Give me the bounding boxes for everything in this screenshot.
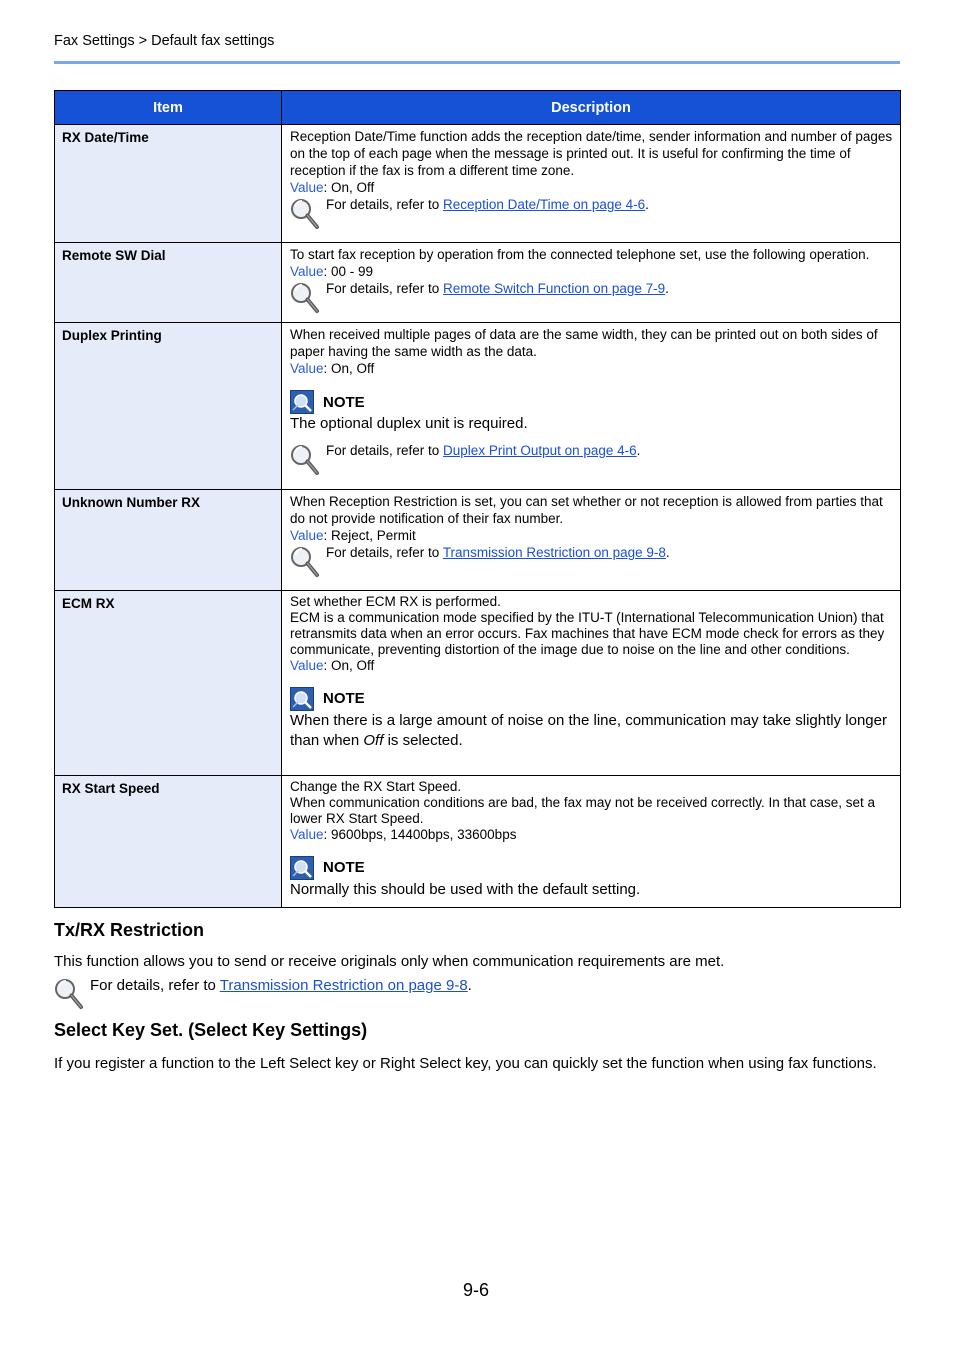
value-line: [290, 263, 893, 280]
value-line: [290, 827, 893, 843]
description-text: Reception Date/Time function adds the reception date/time, sender information and number of pages on the top of each page when the message is printed out. It is useful for confirming the time of reception if the fax is from a different time zone.: [290, 129, 893, 178]
description-text: ECM is a communication mode specified by the ITU-T (International Telecommunication Union) that retransmits data when an error occurs. Fax machines that have ECM mode check for errors as they communicate, preventing distortion of the image due to noise on the line and other conditions.: [290, 610, 885, 657]
reference-prefix: For details, refer to: [90, 977, 220, 994]
note-text-emphasis: Off: [363, 732, 384, 749]
page-number: 9-6: [463, 1280, 490, 1300]
note-icon: [290, 687, 314, 711]
note-title: NOTE: [323, 859, 365, 876]
value-line: [290, 179, 893, 196]
section-heading: Select Key Set. (Select Key Settings): [54, 1020, 368, 1040]
description-text: When communication conditions are bad, the fax may not be received correctly. In that case, set a lower RX Start Speed.: [290, 795, 876, 826]
value-text: : On, Off: [323, 658, 375, 673]
description-text: When received multiple pages of data are the same width, they can be printed out on both sides of paper having the same width as the data.: [290, 327, 878, 359]
value-text: : 9600bps, 14400bps, 33600bps: [323, 827, 517, 842]
table-row: [55, 490, 901, 591]
table-row: [55, 776, 901, 908]
item-name: Duplex Printing: [55, 323, 282, 490]
reference: [290, 196, 893, 230]
value-label: Value: [290, 827, 324, 842]
value-label: Value: [290, 528, 324, 543]
note-text: The optional duplex unit is required.: [290, 415, 528, 432]
description-text: To start fax reception by operation from the connected telephone set, use the following operation.: [290, 247, 870, 262]
description-line: Change the RX Start Speed.: [290, 779, 462, 794]
description-text: When Reception Restriction is set, you can set whether or not reception is allowed from parties that do not provide notification of their fax number.: [290, 494, 883, 526]
note-icon: [290, 856, 314, 880]
breadcrumb: Fax Settings > Default fax settings: [54, 33, 275, 49]
reference-link[interactable]: Transmission Restriction on page 9-8: [442, 545, 666, 560]
item-name: Unknown Number RX: [55, 490, 282, 591]
column-header-description: Description: [282, 91, 901, 125]
magnifier-icon: [289, 281, 321, 315]
note-text-after: is selected.: [383, 732, 463, 749]
item-description: [282, 490, 901, 591]
reference-link[interactable]: Reception Date/Time on page 4-6: [443, 197, 646, 212]
value-line: [290, 658, 893, 674]
magnifier-icon: [289, 443, 321, 477]
value-text: : 00 - 99: [323, 264, 374, 279]
item-description: [282, 125, 901, 243]
note-title: NOTE: [323, 393, 365, 411]
txrx-section: [54, 920, 900, 1010]
item-description: [282, 591, 901, 776]
reference-link[interactable]: Transmission Restriction on page 9-8: [219, 977, 468, 994]
value-label: Value: [290, 264, 324, 279]
note-text-before: When there is a large amount of noise on the line, communication may take slightly longer than when: [290, 712, 887, 749]
item-name: ECM RX: [55, 591, 282, 776]
value-text: : On, Off: [323, 180, 375, 195]
item-name: Remote SW Dial: [55, 243, 282, 323]
reference: [290, 544, 893, 578]
table-row: [55, 591, 901, 776]
table-row: [55, 323, 901, 490]
reference-prefix: For details, refer to: [326, 281, 444, 296]
column-header-item: Item: [55, 91, 282, 125]
section-body: This function allows you to send or receive originals only when communication requirements are met.: [54, 953, 725, 970]
note-text: [290, 711, 893, 751]
note-icon: [290, 390, 314, 414]
value-label: Value: [290, 361, 324, 376]
value-label: Value: [290, 180, 324, 195]
item-name: RX Start Speed: [55, 776, 282, 908]
table-row: [55, 125, 901, 243]
section-body: If you register a function to the Left Select key or Right Select key, you can quickly set the function when using fax functions.: [54, 1055, 877, 1072]
settings-table: [54, 90, 901, 908]
magnifier-icon: [53, 977, 85, 1011]
reference-prefix: For details, refer to: [326, 545, 443, 560]
note-title: NOTE: [323, 690, 365, 707]
header-rule: [54, 61, 900, 64]
magnifier-icon: [289, 545, 321, 579]
note-heading: [290, 390, 893, 414]
description-line: Set whether ECM RX is performed.: [290, 594, 501, 609]
table-header-row: [55, 91, 901, 125]
value-text: : On, Off: [323, 361, 375, 376]
reference-prefix: For details, refer to: [326, 197, 444, 212]
reference: [54, 976, 900, 1010]
reference-suffix: .: [467, 977, 472, 994]
value-label: Value: [290, 658, 324, 673]
item-name: RX Date/Time: [55, 125, 282, 243]
reference-prefix: For details, refer to: [326, 443, 444, 458]
item-description: [282, 776, 901, 908]
note-heading: [290, 687, 893, 711]
magnifier-icon: [289, 197, 321, 231]
value-line: [290, 360, 893, 377]
reference-suffix: .: [665, 545, 670, 560]
reference: [290, 280, 893, 314]
reference-suffix: .: [665, 281, 669, 296]
section-heading: Tx/RX Restriction: [54, 920, 205, 940]
select-key-section: [54, 1020, 900, 1074]
note-text: Normally this should be used with the default setting.: [290, 881, 641, 898]
value-text: : Reject, Permit: [323, 528, 416, 543]
value-line: [290, 527, 893, 544]
item-description: [282, 323, 901, 490]
reference-link[interactable]: Remote Switch Function on page 7-9: [443, 281, 666, 296]
note-heading: [290, 856, 893, 880]
table-row: [55, 243, 901, 323]
reference: [290, 442, 893, 476]
reference-suffix: .: [636, 443, 641, 458]
reference-link[interactable]: Duplex Print Output on page 4-6: [443, 443, 637, 458]
item-description: [282, 243, 901, 323]
reference-suffix: .: [645, 197, 649, 212]
